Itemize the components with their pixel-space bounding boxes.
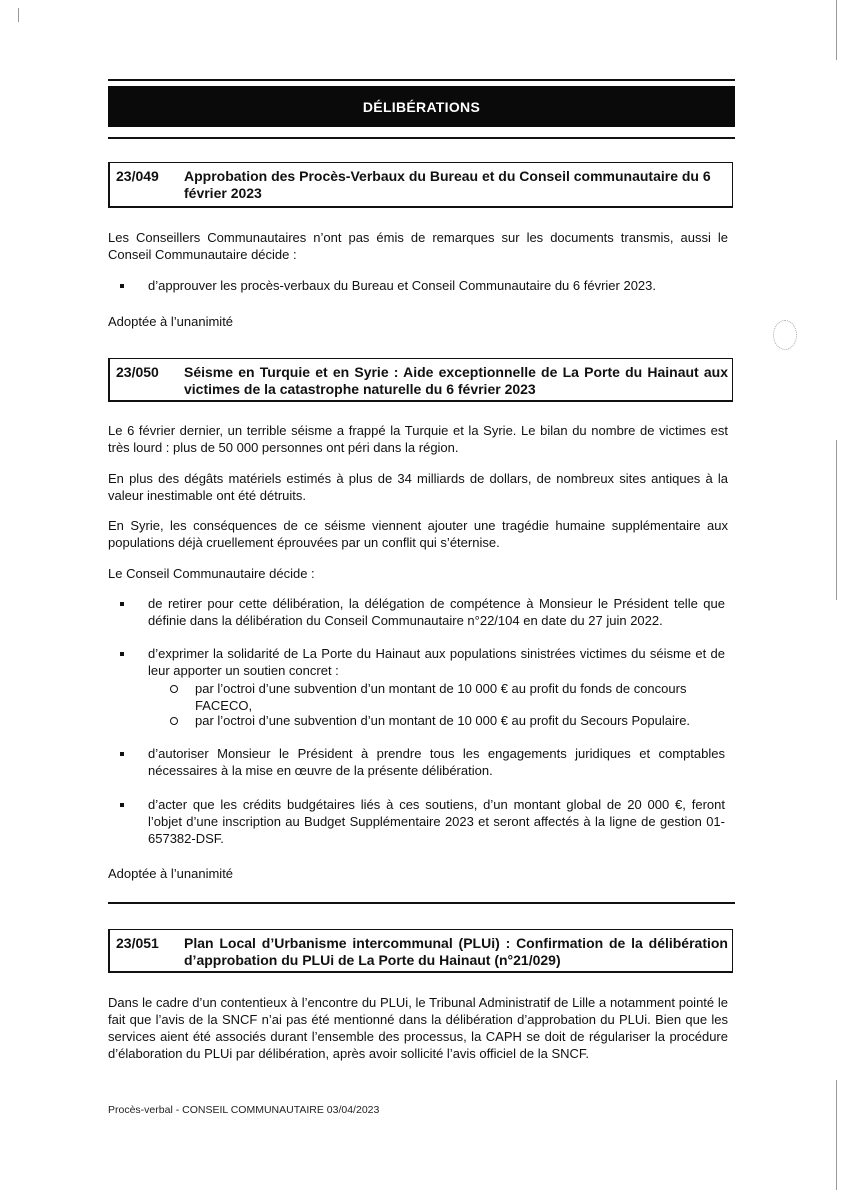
banner-bottom-rule — [108, 137, 735, 139]
list-item-text: d’approuver les procès-verbaux du Bureau et Conseil Communautaire du 6 février 2023. — [148, 278, 657, 293]
circle-bullet-icon — [170, 717, 178, 725]
bullet-icon — [120, 284, 124, 288]
scan-mark — [836, 440, 837, 600]
circle-bullet-icon — [170, 685, 178, 693]
top-rule — [108, 79, 735, 81]
list-item — [120, 796, 725, 847]
scan-mark — [836, 1080, 837, 1190]
scan-mark — [836, 0, 837, 60]
paragraph: Dans le cadre d’un contentieux à l’encontre du PLUi, le Tribunal Administratif de Lille a notamment pointé le fait que l’avis de la SNCF n’ai pas été mentionné dans la délibération d’approbation du PLUi. Bien que les services aient été associés durant l’ensemble des processus, la CAPH se doit de régulariser la procédure d’élaboration du PLUi par délibération, après avoir sollicité l’avis officiel de la SNCF. — [108, 995, 728, 1061]
deliberation-heading — [108, 358, 733, 402]
paragraph: Les Conseillers Communautaires n’ont pas émis de remarques sur les documents transmis, aussi le Conseil Communautaire décide : — [108, 230, 728, 262]
deliberation-number: 23/049 — [116, 168, 159, 184]
deliberation-number: 23/050 — [116, 364, 159, 380]
section-banner: DÉLIBÉRATIONS — [108, 86, 735, 127]
list-item — [120, 595, 725, 629]
list-item-text: d’autoriser Monsieur le Président à prendre tous les engagements juridiques et comptables nécessaires à la mise en œuvre de la présente délibération. — [148, 746, 725, 778]
bullet-icon — [120, 652, 124, 656]
list-item — [120, 745, 725, 779]
paragraph: En plus des dégâts matériels estimés à plus de 34 milliards de dollars, de nombreux sites antiques à la valeur inestimable ont été détruits. — [108, 471, 728, 503]
deliberation-title: Approbation des Procès-Verbaux du Bureau et du Conseil communautaire du 6 février 2023 — [184, 168, 711, 201]
list-item — [120, 645, 725, 679]
sub-list-item-text: par l’octroi d’une subvention d’un montant de 10 000 € au profit du Secours Populaire. — [195, 713, 691, 728]
deliberation-heading — [108, 929, 733, 973]
list-item-text: d’acter que les crédits budgétaires liés à ces soutiens, d’un montant global de 20 000 €, feront l’objet d’une inscription au Budget Supplémentaire 2023 et seront affectés à la ligne de gestion 01-657382-DSF. — [148, 797, 725, 846]
sub-list-item — [170, 712, 725, 729]
sub-list-item — [170, 680, 725, 714]
paragraph: Le Conseil Communautaire décide : — [108, 566, 315, 581]
bullet-icon — [120, 752, 124, 756]
list-item-text: d’exprimer la solidarité de La Porte du Hainaut aux populations sinistrées victimes du séisme et de leur apporter un soutien concret : — [148, 646, 725, 678]
paragraph: Le 6 février dernier, un terrible séisme a frappé la Turquie et la Syrie. Le bilan du nombre de victimes est très lourd : plus de 50 000 personnes ont péri dans la région. — [108, 423, 728, 455]
paragraph: En Syrie, les conséquences de ce séisme viennent ajouter une tragédie humaine supplémentaire aux populations déjà cruellement éprouvées par un conflit qui s’éternise. — [108, 518, 728, 550]
vote-result: Adoptée à l’unanimité — [108, 866, 234, 881]
list-item — [120, 277, 725, 294]
deliberation-heading — [108, 162, 733, 208]
bullet-icon — [120, 803, 124, 807]
vote-result: Adoptée à l’unanimité — [108, 314, 234, 329]
list-item-text: de retirer pour cette délibération, la délégation de compétence à Monsieur le Président telle que définie dans la délibération du Conseil Communautaire n°22/104 en date du 27 juin 2022. — [148, 596, 725, 628]
deliberation-title: Plan Local d’Urbanisme intercommunal (PLUi) : Confirmation de la délibération d’approbation du PLUi de La Porte du Hainaut (n°21/029) — [184, 935, 728, 968]
scan-mark — [18, 8, 19, 22]
bullet-icon — [120, 602, 124, 606]
deliberation-number: 23/051 — [116, 935, 159, 951]
sub-list-item-text: par l’octroi d’une subvention d’un montant de 10 000 € au profit du fonds de concours FACECO, — [195, 681, 687, 713]
section-separator-rule — [108, 902, 735, 904]
faint-stamp — [773, 320, 797, 350]
page-footer: Procès-verbal - CONSEIL COMMUNAUTAIRE 03/04/2023 — [108, 1104, 380, 1116]
deliberation-title: Séisme en Turquie et en Syrie : Aide exceptionnelle de La Porte du Hainaut aux victimes de la catastrophe naturelle du 6 février 2023 — [184, 364, 728, 397]
